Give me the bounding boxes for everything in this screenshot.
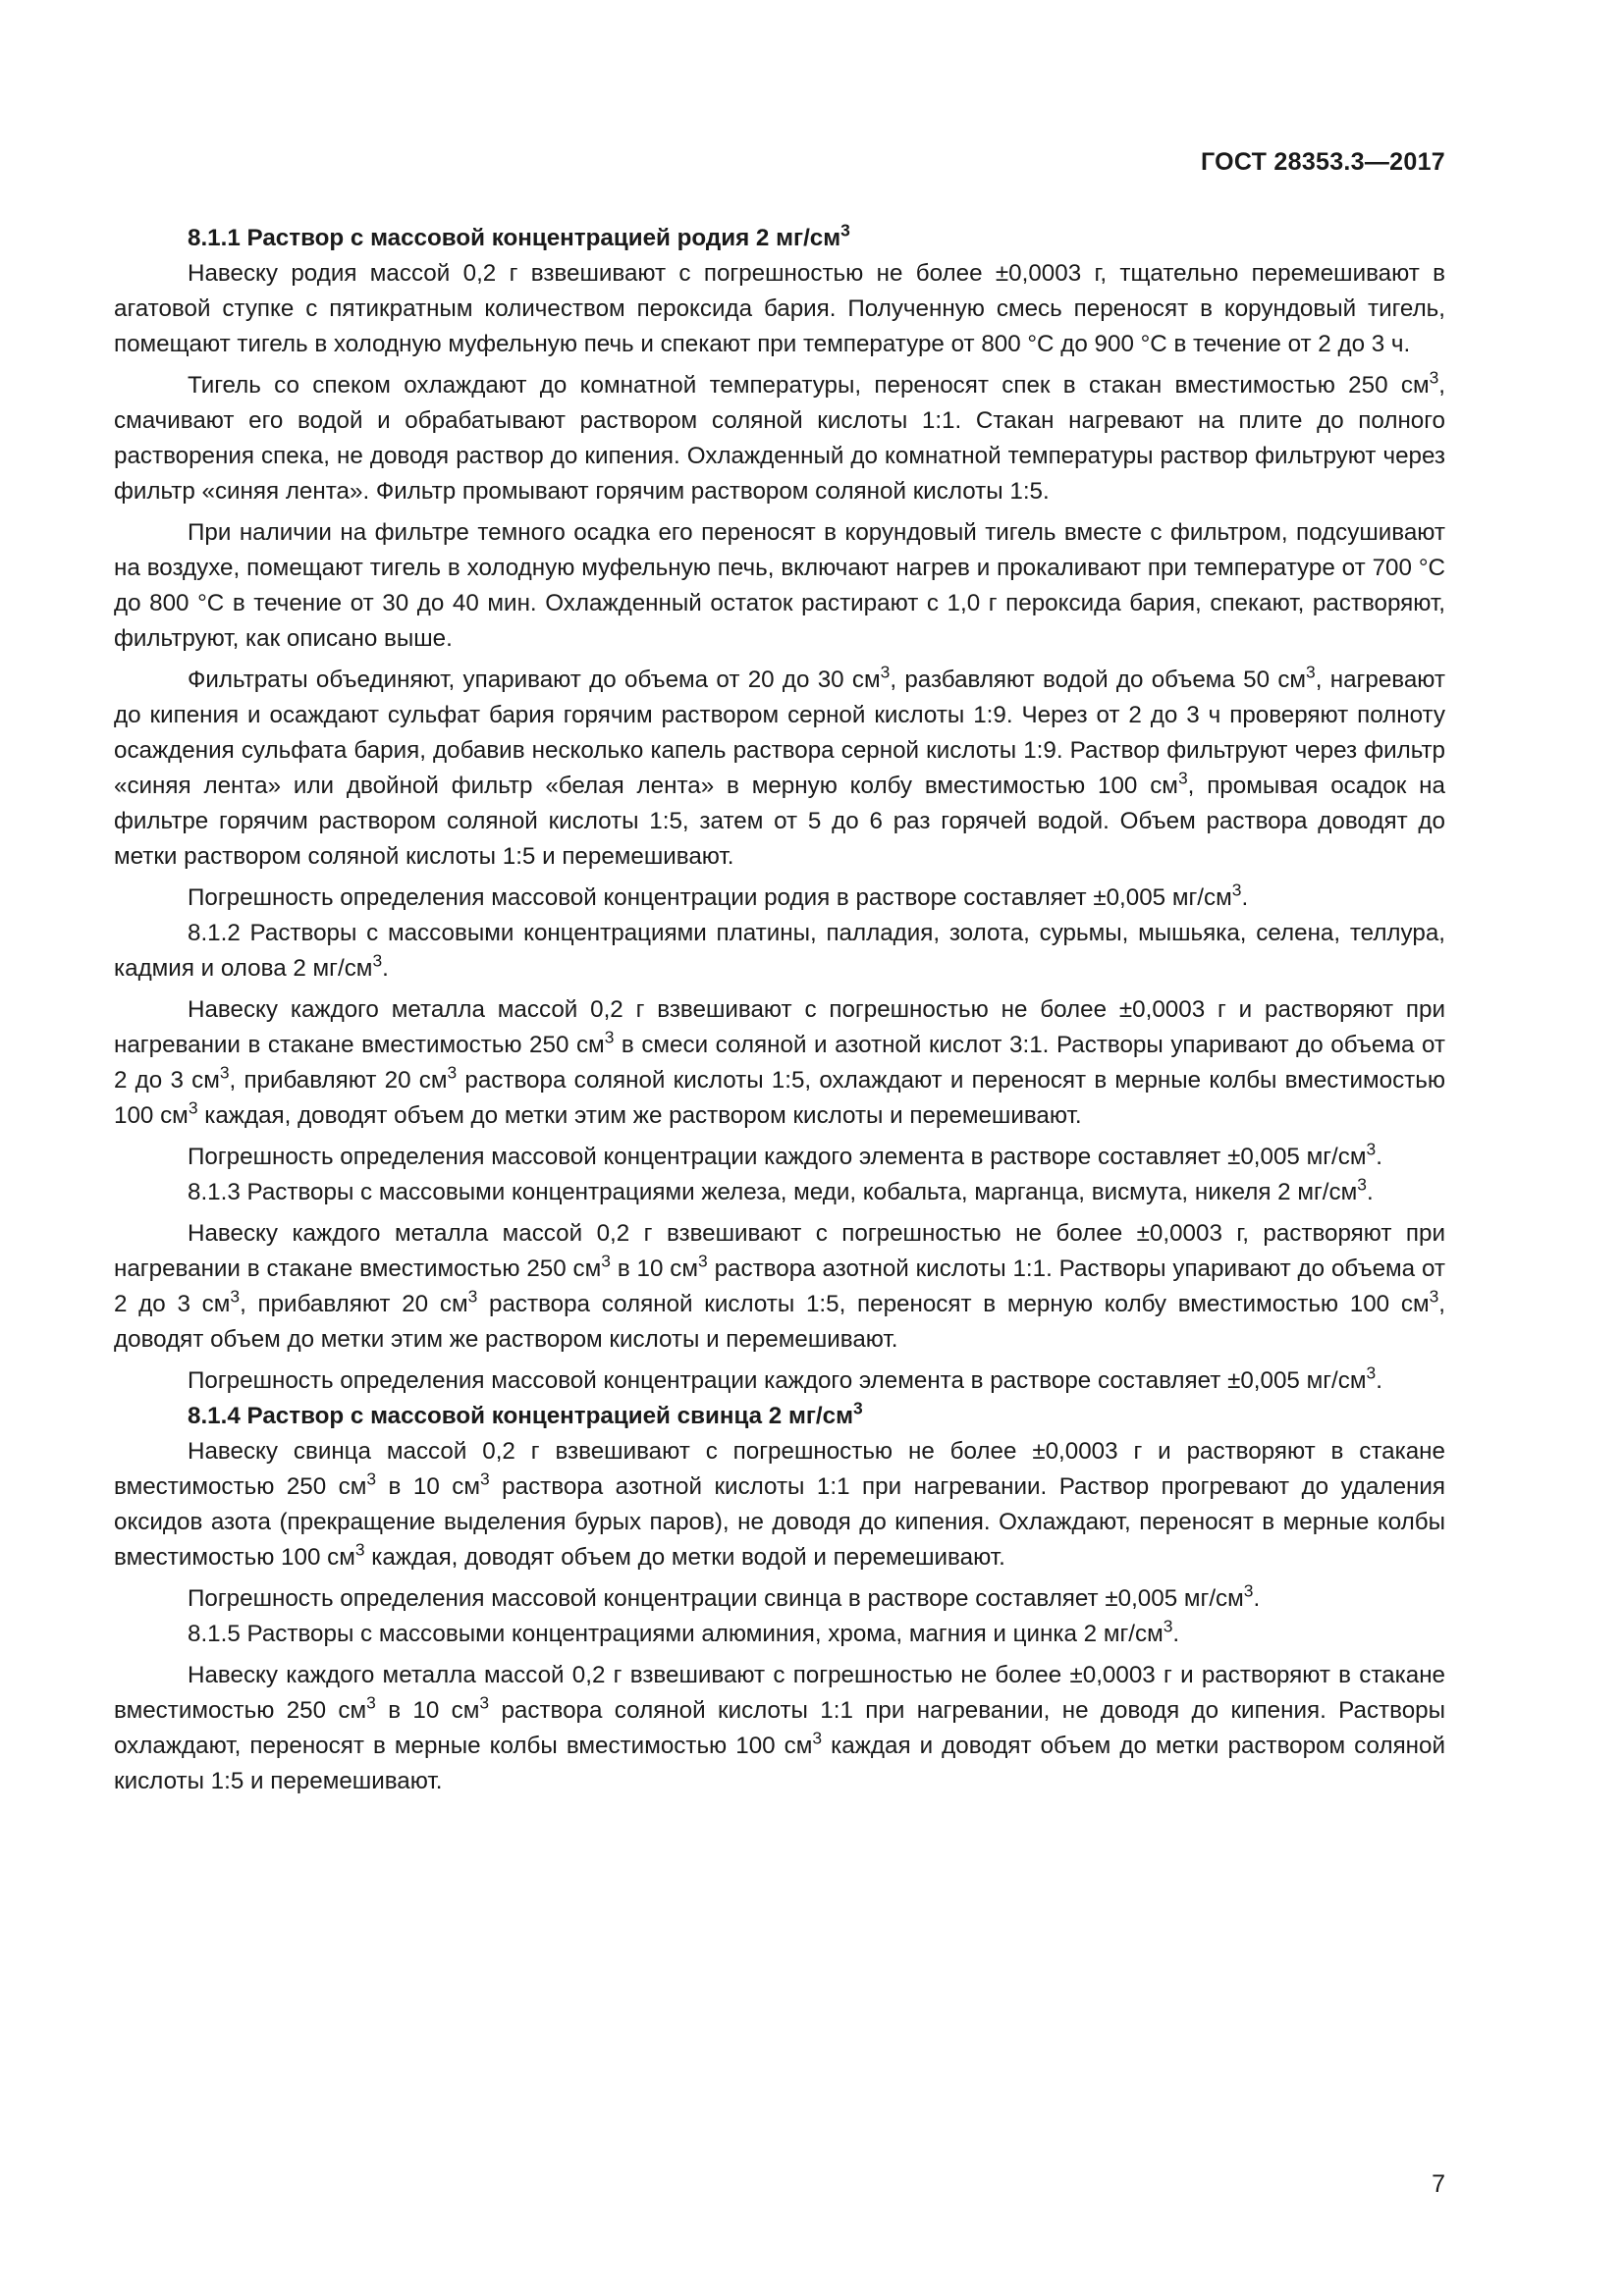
- paragraph: Тигель со спеком охлаждают до комнатной температуры, переносят спек в стакан вместимостью 250 $см^3$, смачивают его водой и обрабатывают раствором соляной кислоты 1:1. Стакан нагревают на плите до полного растворения спека, не доводя раствор до кипения. Охлажденный до комнатной температуры раствор фильтруют через фильтр «синяя лента». Фильтр промывают горячим раствором соляной кислоты 1:5.: [114, 367, 1445, 505]
- paragraph: Навеску каждого металла массой 0,2 г взвешивают с погрешностью не более ±0,0003 г, растворяют при нагревании в стакане вместимостью 250 $см^3$ в 10 $см^3$ раствора азотной кислоты 1:1. Растворы упаривают до объема от 2 до 3 $см^3$, прибавляют 20 $см^3$ раствора соляной кислоты 1:5, переносят в мерную колбу вместимостью 100 $см^3$, доводят объем до метки этим же раствором кислоты и перемешивают.: [114, 1220, 1446, 1353]
- section-8-1-4-heading: 8.1.4 Раствор с массовой концентрацией свинца 2 $мг/см^3$: [188, 1398, 863, 1429]
- paragraph: Фильтраты объединяют, упаривают до объема от 20 до 30 $см^3$, разбавляют водой до объема 50 $см^3$, нагревают до кипения и осаждают сульфат бария горячим раствором серной кислоты 1:9. Через от 2 до 3 ч проверяют полноту осаждения сульфата бария, добавив несколько капель раствора серной кислоты 1:9. Раствор фильтруют через фильтр «синяя лента» или двойной фильтр «белая лента» в мерную колбу вместимостью 100 $см^3$, промывая осадок на фильтре горячим раствором соляной кислоты 1:5, затем от 5 до 6 раз горячей водой. Объем раствора доводят до метки раствором соляной кислоты 1:5 и перемешивают.: [114, 662, 1445, 870]
- document-body: [114, 221, 1445, 1799]
- paragraph: Погрешность определения массовой концентрации свинца в растворе составляет ±0,005 $мг/см^3$.: [188, 1580, 1261, 1612]
- section-8-1-2-heading: 8.1.2 Растворы с массовыми концентрациями платины, палладия, золота, сурьмы, мышьяка, селена, теллура, кадмия и олова 2 $мг/см^3$.: [114, 920, 1445, 982]
- paragraph: При наличии на фильтре темного осадка его переносят в корундовый тигель вместе с фильтром, подсушивают на воздухе, помещают тигель в холодную муфельную печь, включают нагрев и прокаливают при температуре от 700 °С до 800 °С в течение от 30 до 40 мин. Охлажденный остаток растирают с 1,0 г пероксида бария, спекают, растворяют, фильтруют, как описано выше.: [114, 519, 1445, 652]
- paragraph: Навеску свинца массой 0,2 г взвешивают с погрешностью не более ±0,0003 г и растворяют в стакане вместимостью 250 $см^3$ в 10 $см^3$ раствора азотной кислоты 1:1 при нагревании. Раствор прогревают до удаления оксидов азота (прекращение выделения бурых паров), не доводя до кипения. Охлаждают, переносят в мерные колбы вместимостью 100 $см^3$ каждая, доводят объем до метки водой и перемешивают.: [114, 1438, 1446, 1571]
- paragraph: Навеску каждого металла массой 0,2 г взвешивают с погрешностью не более ±0,0003 г и растворяют при нагревании в стакане вместимостью 250 $см^3$ в смеси соляной и азотной кислот 3:1. Растворы упаривают до объема от 2 до 3 $см^3$, прибавляют 20 $см^3$ раствора соляной кислоты 1:5, охлаждают и переносят в мерные колбы вместимостью 100 $см^3$ каждая, доводят объем до метки этим же раствором кислоты и перемешивают.: [114, 996, 1445, 1129]
- paragraph: Погрешность определения массовой концентрации каждого элемента в растворе составляет ±0,005 $мг/см^3$.: [188, 1362, 1382, 1394]
- section-8-1-1-heading: 8.1.1 Раствор с массовой концентрацией родия 2 $мг/см^3$: [188, 220, 850, 251]
- document-code: ГОСТ 28353.3—2017: [1200, 148, 1445, 176]
- paragraph: Погрешность определения массовой концентрации каждого элемента в растворе составляет ±0,005 $мг/см^3$.: [188, 1139, 1382, 1170]
- paragraph: Навеску родия массой 0,2 г взвешивают с погрешностью не более ±0,0003 г, тщательно перемешивают в агатовой ступке с пятикратным количеством пероксида бария. Полученную смесь переносят в корундовый тигель, помещают тигель в холодную муфельную печь и спекают при температуре от 800 °С до 900 °С в течение от 2 до 3 ч.: [114, 260, 1445, 357]
- section-8-1-3-heading: 8.1.3 Растворы с массовыми концентрациями железа, меди, кобальта, марганца, висмута, никеля 2 $мг/см^3$.: [188, 1174, 1374, 1205]
- paragraph: Навеску каждого металла массой 0,2 г взвешивают с погрешностью не более ±0,0003 г и растворяют в стакане вместимостью 250 $см^3$ в 10 $см^3$ раствора соляной кислоты 1:1 при нагревании, не доводя до кипения. Растворы охлаждают, переносят в мерные колбы вместимостью 100 $см^3$ каждая и доводят объем до метки раствором соляной кислоты 1:5 и перемешивают.: [114, 1662, 1446, 1794]
- paragraph: Погрешность определения массовой концентрации родия в растворе составляет ±0,005 $мг/см^3$.: [188, 880, 1249, 911]
- page-number: 7: [1432, 2170, 1445, 2198]
- section-8-1-5-heading: 8.1.5 Растворы с массовыми концентрациями алюминия, хрома, магния и цинка 2 $мг/см^3$.: [188, 1616, 1180, 1647]
